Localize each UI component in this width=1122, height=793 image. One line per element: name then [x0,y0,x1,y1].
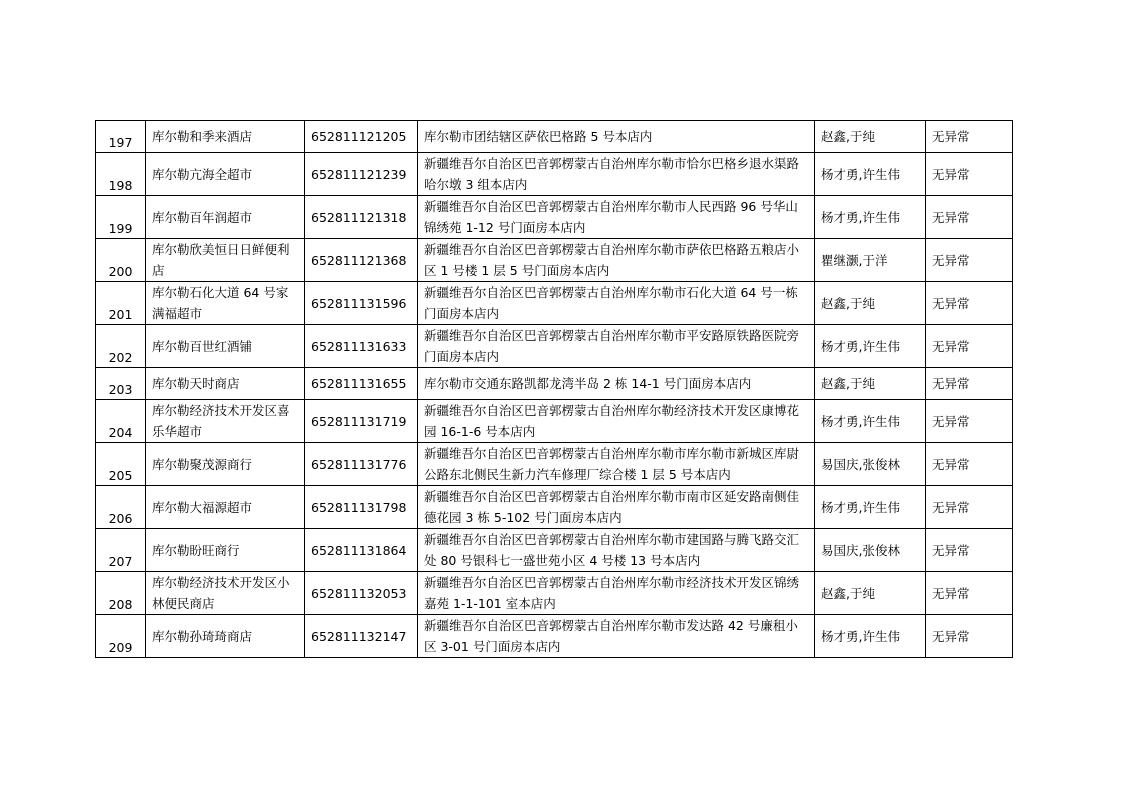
inspection-result: 无异常 [926,529,1013,572]
row-number: 208 [96,572,146,615]
inspectors: 易国庆,张俊林 [815,529,926,572]
table-row [96,368,1013,400]
store-address: 新疆维吾尔自治区巴音郭楞蒙古自治州库尔勒市南市区延安路南侧佳德花园 3 栋 5-102 号门面房本店内 [418,486,815,529]
license-code: 652811131719 [305,400,418,443]
row-number: 207 [96,529,146,572]
table-row [96,153,1013,196]
inspectors: 瞿继灏,于洋 [815,239,926,282]
row-number: 201 [96,282,146,325]
license-code: 652811132053 [305,572,418,615]
store-address: 新疆维吾尔自治区巴音郭楞蒙古自治州库尔勒市库尔勒市新城区库尉公路东北侧民生新力汽车修理厂综合楼 1 层 5 号本店内 [418,443,815,486]
store-address: 新疆维吾尔自治区巴音郭楞蒙古自治州库尔勒市发达路 42 号廉租小区 3-01 号门面房本店内 [418,615,815,658]
store-name: 库尔勒石化大道 64 号家满福超市 [146,282,305,325]
table-row [96,121,1013,153]
store-name: 库尔勒大福源超市 [146,486,305,529]
store-address: 新疆维吾尔自治区巴音郭楞蒙古自治州库尔勒经济技术开发区康博花园 16-1-6 号本店内 [418,400,815,443]
store-name: 库尔勒和季来酒店 [146,121,305,153]
inspectors: 杨才勇,许生伟 [815,196,926,239]
store-name: 库尔勒百世红酒铺 [146,325,305,368]
store-address: 新疆维吾尔自治区巴音郭楞蒙古自治州库尔勒市萨依巴格路五粮店小区 1 号楼 1 层 5 号门面房本店内 [418,239,815,282]
inspectors: 杨才勇,许生伟 [815,400,926,443]
store-name: 库尔勒百年润超市 [146,196,305,239]
license-code: 652811132147 [305,615,418,658]
table-row [96,572,1013,615]
license-code: 652811121318 [305,196,418,239]
inspectors: 赵鑫,于纯 [815,368,926,400]
store-address: 库尔勒市团结辖区萨依巴格路 5 号本店内 [418,121,815,153]
license-code: 652811131655 [305,368,418,400]
inspectors: 赵鑫,于纯 [815,121,926,153]
store-address: 库尔勒市交通东路凯都龙湾半岛 2 栋 14-1 号门面房本店内 [418,368,815,400]
store-name: 库尔勒聚茂源商行 [146,443,305,486]
inspection-result: 无异常 [926,196,1013,239]
license-code: 652811131776 [305,443,418,486]
inspectors: 赵鑫,于纯 [815,572,926,615]
inspection-result: 无异常 [926,325,1013,368]
inspection-result: 无异常 [926,121,1013,153]
store-address: 新疆维吾尔自治区巴音郭楞蒙古自治州库尔勒市石化大道 64 号一栋门面房本店内 [418,282,815,325]
store-name: 库尔勒经济技术开发区喜乐华超市 [146,400,305,443]
row-number: 199 [96,196,146,239]
license-code: 652811131864 [305,529,418,572]
inspection-result: 无异常 [926,486,1013,529]
inspection-result: 无异常 [926,615,1013,658]
records-table [95,120,1013,658]
store-name: 库尔勒盼旺商行 [146,529,305,572]
table-row [96,529,1013,572]
inspection-result: 无异常 [926,400,1013,443]
store-name: 库尔勒天时商店 [146,368,305,400]
inspection-result: 无异常 [926,282,1013,325]
row-number: 204 [96,400,146,443]
table-row [96,325,1013,368]
store-name: 库尔勒经济技术开发区小林便民商店 [146,572,305,615]
license-code: 652811131633 [305,325,418,368]
row-number: 205 [96,443,146,486]
inspectors: 杨才勇,许生伟 [815,325,926,368]
inspection-result: 无异常 [926,239,1013,282]
store-address: 新疆维吾尔自治区巴音郭楞蒙古自治州库尔勒市人民西路 96 号华山锦绣苑 1-12 号门面房本店内 [418,196,815,239]
license-code: 652811121205 [305,121,418,153]
store-address: 新疆维吾尔自治区巴音郭楞蒙古自治州库尔勒市建国路与腾飞路交汇处 80 号银科七一盛世苑小区 4 号楼 13 号本店内 [418,529,815,572]
row-number: 206 [96,486,146,529]
table-row [96,239,1013,282]
table-row [96,282,1013,325]
table-row [96,443,1013,486]
store-address: 新疆维吾尔自治区巴音郭楞蒙古自治州库尔勒市恰尔巴格乡退水渠路哈尔墩 3 组本店内 [418,153,815,196]
inspection-result: 无异常 [926,572,1013,615]
table-row [96,400,1013,443]
store-name: 库尔勒亢海全超市 [146,153,305,196]
inspection-result: 无异常 [926,443,1013,486]
row-number: 197 [96,121,146,153]
inspectors: 杨才勇,许生伟 [815,153,926,196]
license-code: 652811131596 [305,282,418,325]
license-code: 652811121368 [305,239,418,282]
inspectors: 杨才勇,许生伟 [815,486,926,529]
store-address: 新疆维吾尔自治区巴音郭楞蒙古自治州库尔勒市经济技术开发区锦绣嘉苑 1-1-101 室本店内 [418,572,815,615]
row-number: 209 [96,615,146,658]
license-code: 652811131798 [305,486,418,529]
row-number: 200 [96,239,146,282]
table-row [96,486,1013,529]
inspectors: 易国庆,张俊林 [815,443,926,486]
table-row [96,615,1013,658]
row-number: 203 [96,368,146,400]
inspectors: 杨才勇,许生伟 [815,615,926,658]
license-code: 652811121239 [305,153,418,196]
inspection-result: 无异常 [926,153,1013,196]
row-number: 198 [96,153,146,196]
store-address: 新疆维吾尔自治区巴音郭楞蒙古自治州库尔勒市平安路原铁路医院旁门面房本店内 [418,325,815,368]
store-name: 库尔勒欣美恒日日鲜便利店 [146,239,305,282]
table-row [96,196,1013,239]
store-name: 库尔勒孙琦琦商店 [146,615,305,658]
row-number: 202 [96,325,146,368]
inspectors: 赵鑫,于纯 [815,282,926,325]
inspection-result: 无异常 [926,368,1013,400]
